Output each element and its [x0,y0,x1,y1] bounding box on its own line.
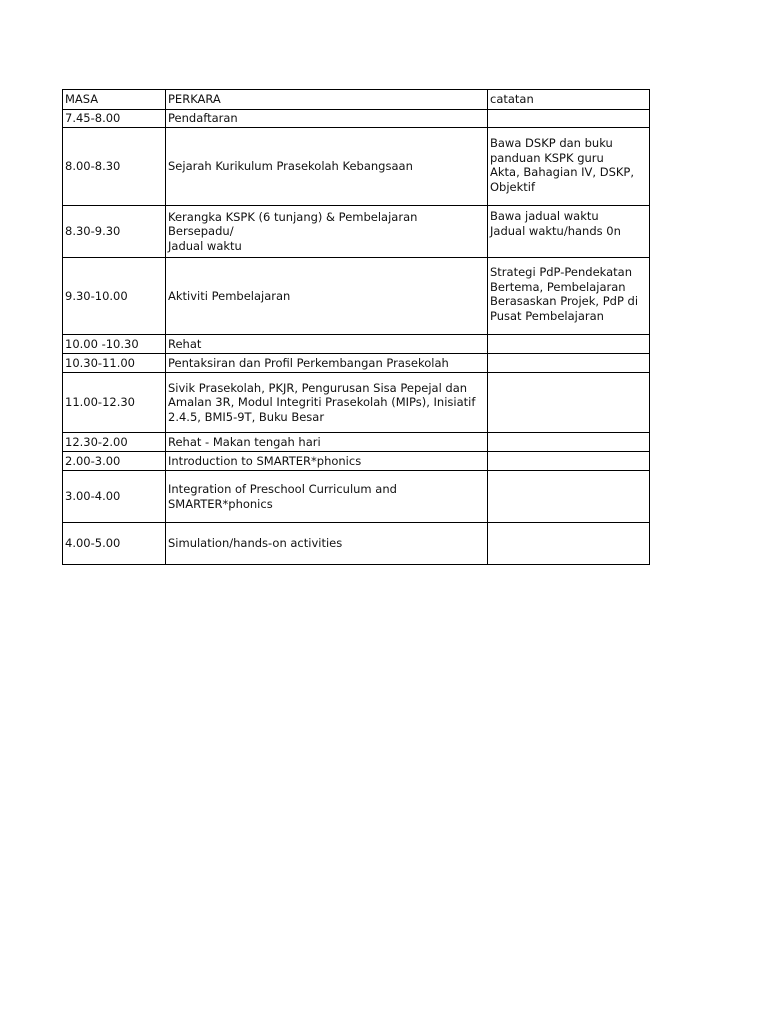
catatan-line: Bertema, Pembelajaran [490,279,626,294]
table-row [63,471,650,523]
masa-cell: 8.00-8.30 [63,128,166,206]
perkara-line: Aktiviti Pembelajaran [168,288,291,303]
table-row [63,523,650,565]
masa-cell: 7.45-8.00 [63,110,166,128]
catatan-cell [488,373,650,433]
perkara-line: Integration of Preschool Curriculum and [168,482,397,496]
table-row [63,433,650,452]
perkara-line: 2.4.5, BMI5-9T, Buku Besar [168,409,325,424]
perkara-line: Rehat [168,336,202,351]
catatan-line: Jadual waktu/hands 0n [490,223,621,238]
perkara-line: Introduction to SMARTER*phonics [168,453,362,468]
perkara-cell [166,206,488,258]
catatan-line: Bawa DSKP dan buku [490,136,613,150]
header-cell-catatan: catatan [488,90,650,110]
header-row [63,90,650,110]
masa-cell: 12.30-2.00 [63,433,166,452]
perkara-cell [166,354,488,373]
catatan-line: Strategi PdP-Pendekatan [490,265,632,279]
table-row [63,110,650,128]
catatan-cell [488,452,650,471]
header-cell-perkara: PERKARA [166,90,488,110]
masa-cell: 9.30-10.00 [63,258,166,335]
perkara-line: Rehat - Makan tengah hari [168,434,321,449]
catatan-line: Berasaskan Projek, PdP di [490,294,639,308]
perkara-line: Sejarah Kurikulum Prasekolah Kebangsaan [168,159,413,174]
catatan-cell [488,471,650,523]
perkara-line: Amalan 3R, Modul Integriti Prasekolah (MIPs), Inisiatif [168,395,476,410]
perkara-line: SMARTER*phonics [168,496,273,511]
header-cell-masa: MASA [63,90,166,110]
table-row [63,128,650,206]
perkara-cell [166,128,488,206]
perkara-cell [166,471,488,523]
catatan-line: Pusat Pembelajaran [490,308,604,323]
schedule-sheet [62,89,650,565]
perkara-cell [166,452,488,471]
masa-cell: 2.00-3.00 [63,452,166,471]
perkara-cell [166,373,488,433]
catatan-cell [488,128,650,206]
table-row [63,206,650,258]
masa-cell: 4.00-5.00 [63,523,166,565]
perkara-cell [166,335,488,354]
perkara-cell [166,523,488,565]
catatan-cell [488,354,650,373]
perkara-cell [166,258,488,335]
perkara-line: Jadual waktu [168,238,242,253]
perkara-line: Sivik Prasekolah, PKJR, Pengurusan Sisa Pepejal dan [168,380,468,395]
perkara-line: Simulation/hands-on activities [168,536,343,551]
masa-cell: 3.00-4.00 [63,471,166,523]
catatan-cell [488,110,650,128]
perkara-line: Pendaftaran [168,111,238,126]
table-row [63,452,650,471]
catatan-cell [488,335,650,354]
table-row [63,354,650,373]
perkara-line: Pentaksiran dan Profil Perkembangan Prasekolah [168,355,449,370]
schedule-table [62,89,650,565]
masa-cell: 10.30-11.00 [63,354,166,373]
catatan-cell [488,258,650,335]
catatan-cell [488,206,650,258]
catatan-line: panduan KSPK guru [490,150,604,165]
table-row [63,373,650,433]
masa-cell: 11.00-12.30 [63,373,166,433]
perkara-line: Kerangka KSPK (6 tunjang) & Pembelajaran Bersepadu/ [168,209,418,239]
catatan-cell [488,523,650,565]
catatan-line: Akta, Bahagian IV, DSKP, [490,165,635,179]
catatan-line: Bawa jadual waktu [490,209,599,223]
catatan-cell [488,433,650,452]
table-row [63,335,650,354]
table-row [63,258,650,335]
catatan-line: Objektif [490,179,536,194]
masa-cell: 8.30-9.30 [63,206,166,258]
perkara-cell [166,433,488,452]
masa-cell: 10.00 -10.30 [63,335,166,354]
perkara-cell [166,110,488,128]
